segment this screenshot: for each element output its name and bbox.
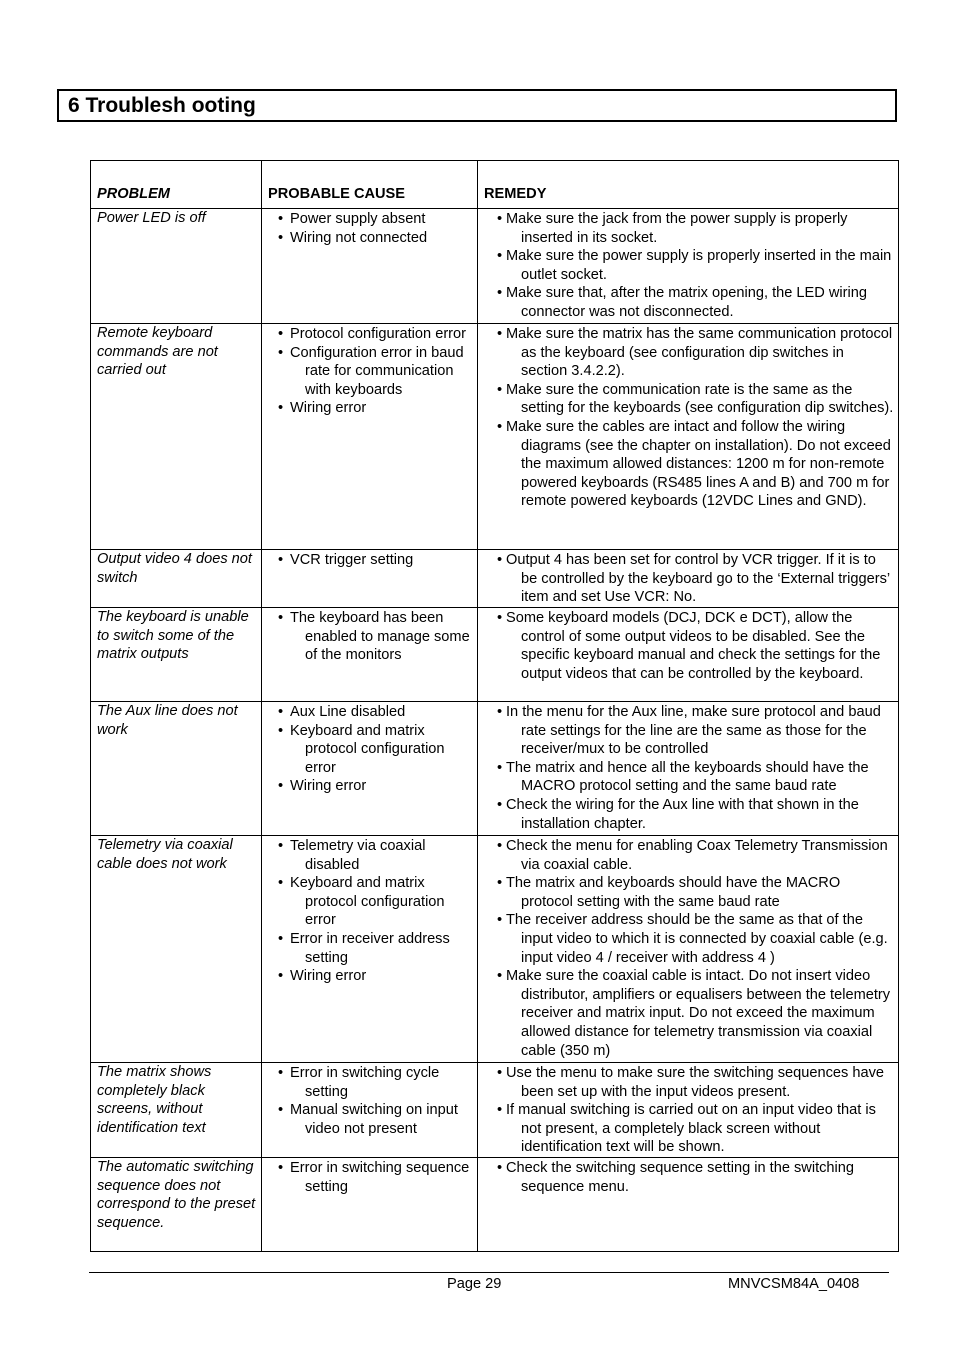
cause-list bbox=[268, 1063, 473, 1138]
table-row bbox=[91, 702, 899, 836]
remedy-cell bbox=[478, 1063, 899, 1158]
header-remedy: REMEDY bbox=[478, 161, 899, 209]
remedy-list bbox=[484, 550, 894, 607]
remedy-item: • Make sure the communication rate is the same as the setting for the keyboards (see configuration dip switches). bbox=[484, 381, 894, 418]
remedy-cell bbox=[478, 550, 899, 608]
remedy-cell bbox=[478, 702, 899, 836]
cause-item: • Aux Line disabled bbox=[268, 703, 473, 722]
cause-item: • Manual switching on input video not present bbox=[268, 1101, 473, 1138]
cause-item: • Error in switching cycle setting bbox=[268, 1064, 473, 1101]
cause-item: • Wiring not connected bbox=[268, 229, 473, 248]
cause-cell bbox=[262, 1158, 478, 1252]
remedy-cell bbox=[478, 1158, 899, 1252]
cause-item: • Error in receiver address setting bbox=[268, 930, 473, 967]
page-number: Page 29 bbox=[447, 1276, 502, 1292]
problem-cell: The keyboard is unable to switch some of the matrix outputs bbox=[91, 608, 262, 702]
cause-list bbox=[268, 1158, 473, 1196]
cause-item: • Keyboard and matrix protocol configuration error bbox=[268, 874, 473, 930]
cause-cell bbox=[262, 1063, 478, 1158]
cause-cell bbox=[262, 608, 478, 702]
table-body bbox=[91, 209, 899, 1252]
cause-item: • Wiring error bbox=[268, 967, 473, 986]
problem-cell: Telemetry via coaxial cable does not work bbox=[91, 836, 262, 1063]
remedy-list bbox=[484, 209, 894, 322]
footer-rule bbox=[89, 1272, 889, 1273]
remedy-item: • Check the switching sequence setting in the switching sequence menu. bbox=[484, 1159, 894, 1196]
cause-list bbox=[268, 702, 473, 796]
remedy-item: • Make sure the jack from the power supply is properly inserted in its socket. bbox=[484, 210, 894, 247]
problem-cell: Output video 4 does not switch bbox=[91, 550, 262, 608]
cause-item: • Power supply absent bbox=[268, 210, 473, 229]
cause-item: • The keyboard has been enabled to manage some of the monitors bbox=[268, 609, 473, 665]
remedy-cell bbox=[478, 836, 899, 1063]
remedy-item: • Make sure the power supply is properly inserted in the main outlet socket. bbox=[484, 247, 894, 284]
table-row bbox=[91, 836, 899, 1063]
remedy-item: • Check the menu for enabling Coax Telemetry Transmission via coaxial cable. bbox=[484, 837, 894, 874]
table-row bbox=[91, 324, 899, 550]
table-header-row bbox=[91, 161, 899, 209]
cause-cell bbox=[262, 836, 478, 1063]
cause-list bbox=[268, 209, 473, 247]
remedy-list bbox=[484, 324, 894, 511]
document-code: MNVCSM84A_0408 bbox=[728, 1276, 860, 1292]
remedy-item: • Some keyboard models (DCJ, DCK e DCT), allow the control of some output videos to be disabled. See the specific keyboard manual and check the settings for the output videos that can be controlled by the keyboard. bbox=[484, 609, 894, 683]
header-problem: PROBLEM bbox=[91, 161, 262, 209]
cause-list bbox=[268, 550, 473, 570]
remedy-item: • Make sure the cables are intact and follow the wiring diagrams (see the chapter on installation). Do not exceed the maximum allowed distances: 1200 m for non-remote powered keyboards (RS485 lines A and B) and 700 m for remote powered keyboards (12VDC Lines and GND). bbox=[484, 418, 894, 511]
remedy-list bbox=[484, 1158, 894, 1196]
remedy-item: • Make sure that, after the matrix opening, the LED wiring connector was not disconnected. bbox=[484, 284, 894, 321]
cause-item: • Wiring error bbox=[268, 399, 473, 418]
remedy-cell bbox=[478, 608, 899, 702]
remedy-item: • Check the wiring for the Aux line with that shown in the installation chapter. bbox=[484, 796, 894, 833]
problem-cell: The matrix shows completely black screens, without identification text bbox=[91, 1063, 262, 1158]
section-title: 6 Troublesh ooting bbox=[57, 89, 897, 122]
problem-cell: Power LED is off bbox=[91, 209, 262, 324]
remedy-list bbox=[484, 608, 894, 683]
table-row bbox=[91, 209, 899, 324]
troubleshooting-table bbox=[90, 160, 899, 1252]
remedy-item: • Use the menu to make sure the switching sequences have been set up with the input videos present. bbox=[484, 1064, 894, 1101]
cause-item: • Error in switching sequence setting bbox=[268, 1159, 473, 1196]
problem-cell: Remote keyboard commands are not carried out bbox=[91, 324, 262, 550]
table-row bbox=[91, 550, 899, 608]
cause-item: • Protocol configuration error bbox=[268, 325, 473, 344]
cause-item: • Wiring error bbox=[268, 777, 473, 796]
remedy-cell bbox=[478, 209, 899, 324]
remedy-item: • Make sure the coaxial cable is intact. Do not insert video distributor, amplifiers or equalisers between the telemetry receiver and matrix input. Do not exceed the maximum allowed distance for telemetry transmission via coaxial cable (350 m) bbox=[484, 967, 894, 1060]
cause-item: • VCR trigger setting bbox=[268, 551, 473, 570]
cause-list bbox=[268, 608, 473, 665]
problem-cell: The automatic switching sequence does not correspond to the preset sequence. bbox=[91, 1158, 262, 1252]
cause-list bbox=[268, 324, 473, 418]
cause-cell bbox=[262, 324, 478, 550]
remedy-item: • If manual switching is carried out on an input video that is not present, a completely black screen without identification text will be shown. bbox=[484, 1101, 894, 1157]
remedy-item: • The matrix and keyboards should have the MACRO protocol setting with the same baud rate bbox=[484, 874, 894, 911]
remedy-item: • Output 4 has been set for control by VCR trigger. If it is to be controlled by the keyboard go to the ‘External triggers’ item and set Use VCR: No. bbox=[484, 551, 894, 607]
remedy-item: • The receiver address should be the same as that of the input video to which it is connected by coaxial cable (e.g. input video 4 / receiver with address 4 ) bbox=[484, 911, 894, 967]
cause-item: • Keyboard and matrix protocol configuration error bbox=[268, 722, 473, 778]
remedy-item: • In the menu for the Aux line, make sure protocol and baud rate settings for the line are the same as those for the receiver/mux to be controlled bbox=[484, 703, 894, 759]
table-row bbox=[91, 1063, 899, 1158]
cause-item: • Configuration error in baud rate for communication with keyboards bbox=[268, 344, 473, 400]
cause-cell bbox=[262, 209, 478, 324]
remedy-item: • Make sure the matrix has the same communication protocol as the keyboard (see configuration dip switches in section 3.4.2.2). bbox=[484, 325, 894, 381]
remedy-item: • The matrix and hence all the keyboards should have the MACRO protocol setting and the same baud rate bbox=[484, 759, 894, 796]
problem-cell: The Aux line does not work bbox=[91, 702, 262, 836]
cause-cell bbox=[262, 550, 478, 608]
table-row bbox=[91, 608, 899, 702]
remedy-cell bbox=[478, 324, 899, 550]
cause-cell bbox=[262, 702, 478, 836]
header-probable-cause: PROBABLE CAUSE bbox=[262, 161, 478, 209]
remedy-list bbox=[484, 1063, 894, 1157]
cause-item: • Telemetry via coaxial disabled bbox=[268, 837, 473, 874]
remedy-list bbox=[484, 702, 894, 833]
table-row bbox=[91, 1158, 899, 1252]
cause-list bbox=[268, 836, 473, 986]
remedy-list bbox=[484, 836, 894, 1060]
